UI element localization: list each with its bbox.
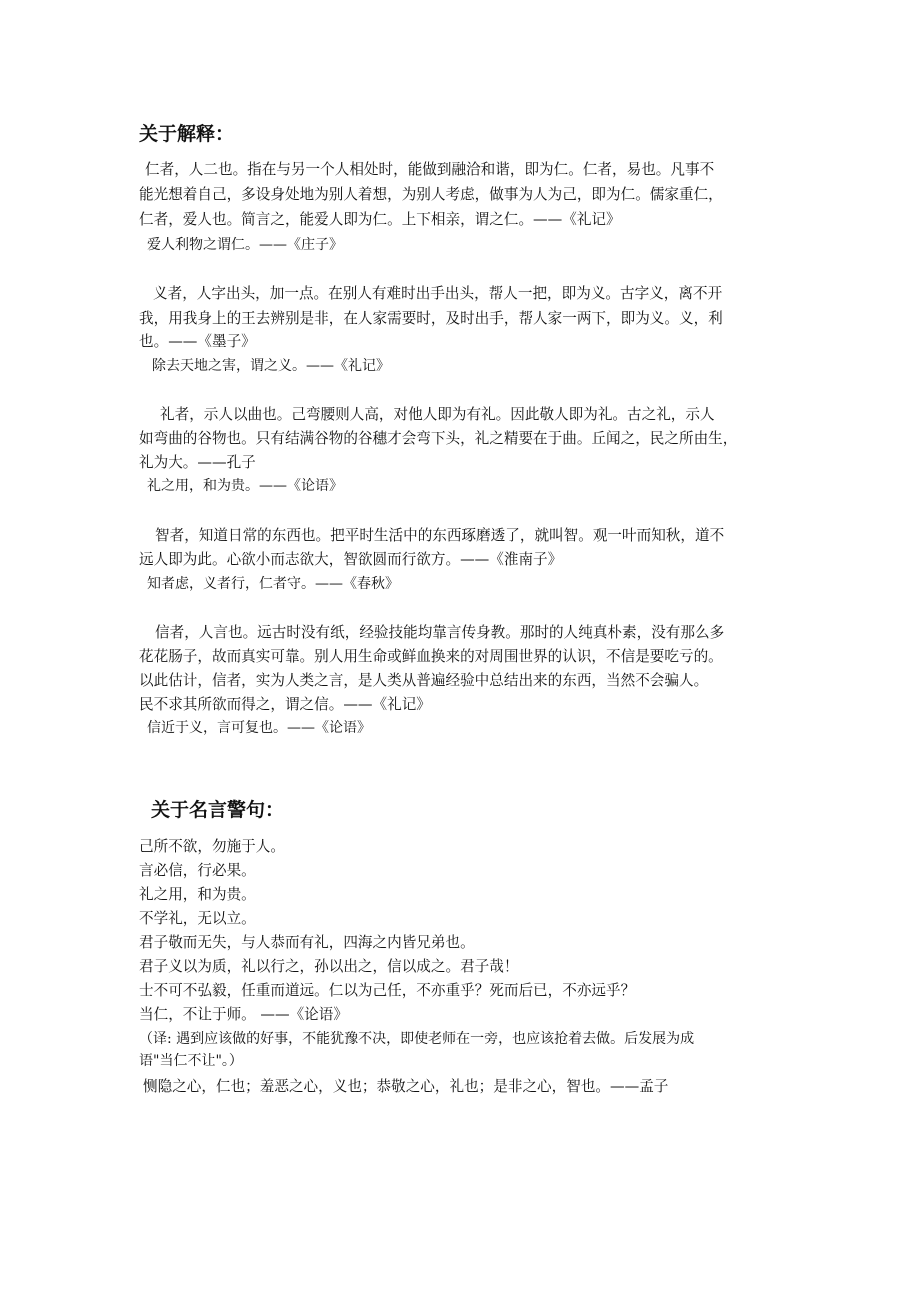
xin-quote: 信近于义，言可复也。——《论语》 bbox=[147, 720, 371, 736]
zhi-quote: 知者虑，义者行，仁者守。——《春秋》 bbox=[147, 576, 399, 592]
ren-paragraph-line: 能光想着自己，多设身处地为别人着想，为别人考虑，做事为人为己，即为仁。儒家重仁， bbox=[139, 186, 723, 203]
quote-line-mencius: 恻隐之心，仁也；羞恶之心，义也；恭敬之心，礼也；是非之心，智也。——孟子 bbox=[143, 1078, 669, 1095]
li-paragraph-line: 礼为大。——孔子 bbox=[139, 454, 256, 471]
translation-line: 语"当仁不让"。） bbox=[139, 1053, 243, 1069]
zhi-paragraph-line: 智者，知道日常的东西也。把平时生活中的东西琢磨透了，就叫智。观一叶而知秋，道不 bbox=[155, 527, 725, 544]
yi-paragraph-line: 义者，人字出头，加一点。在别人有难时出手出头，帮人一把，即为义。古字义，离不开 bbox=[153, 285, 723, 302]
quote-line: 言必信，行必果。 bbox=[139, 862, 256, 879]
quote-line: 不学礼，无以立。 bbox=[139, 910, 256, 927]
section-heading-explanation: 关于解释： bbox=[139, 123, 235, 145]
li-quote: 礼之用，和为贵。——《论语》 bbox=[147, 478, 343, 494]
xin-paragraph-line: 信者，人言也。远古时没有纸，经验技能均靠言传身教。那时的人纯真朴素，没有那么多 bbox=[155, 624, 725, 641]
quote-line: 当仁，不让于师。 ——《论语》 bbox=[139, 1006, 348, 1023]
ren-paragraph-line: 仁者，爱人也。简言之，能爱人即为仁。上下相亲，谓之仁。——《礼记》 bbox=[139, 211, 621, 228]
li-paragraph-line: 如弯曲的谷物也。只有结满谷物的谷穗才会弯下头，礼之精要在于曲。丘闻之，民之所由生， bbox=[139, 430, 738, 447]
section-heading-famous-quotes: 关于名言警句： bbox=[151, 799, 285, 821]
yi-paragraph-line: 也。——《墨子》 bbox=[139, 333, 256, 350]
quote-line: 己所不欲，勿施于人。 bbox=[139, 838, 285, 855]
quote-line: 士不可不弘毅，任重而道远。仁以为己任，不亦重乎？死而后已，不亦远乎？ bbox=[139, 982, 636, 999]
xin-paragraph-line: 民不求其所欲而得之，谓之信。——《礼记》 bbox=[139, 696, 431, 713]
quote-line: 君子义以为质，礼以行之，孙以出之，信以成之。君子哉！ bbox=[139, 958, 519, 975]
quote-line: 君子敬而无失，与人恭而有礼，四海之内皆兄弟也。 bbox=[139, 934, 475, 951]
yi-paragraph-line: 我，用我身上的王去辨别是非，在人家需要时，及时出手，帮人家一两下，即为义。义，利 bbox=[139, 310, 723, 327]
xin-paragraph-line: 花花肠子，故而真实可靠。别人用生命或鲜血换来的对周围世界的认识，不信是要吃亏的。 bbox=[139, 648, 723, 665]
zhi-paragraph-line: 远人即为此。心欲小而志欲大，智欲圆而行欲方。——《淮南子》 bbox=[139, 551, 563, 568]
quote-line: 礼之用，和为贵。 bbox=[139, 886, 256, 903]
xin-paragraph-line: 以此估计，信者，实为人类之言，是人类从普遍经验中总结出来的东西，当然不会骗人。 bbox=[139, 672, 709, 689]
li-paragraph-line: 礼者，示人以曲也。己弯腰则人高，对他人即为有礼。因此敬人即为礼。古之礼，示人 bbox=[160, 406, 715, 423]
ren-paragraph-line: 仁者，人二也。指在与另一个人相处时，能做到融洽和谐，即为仁。仁者，易也。凡事不 bbox=[145, 161, 715, 178]
ren-quote: 爱人利物之谓仁。——《庄子》 bbox=[147, 237, 343, 253]
yi-quote: 除去天地之害，谓之义。——《礼记》 bbox=[152, 358, 390, 374]
translation-line: （译: 遇到应该做的好事，不能犹豫不决，即使老师在一旁，也应该抢着去做。后发展为成 bbox=[139, 1031, 695, 1047]
